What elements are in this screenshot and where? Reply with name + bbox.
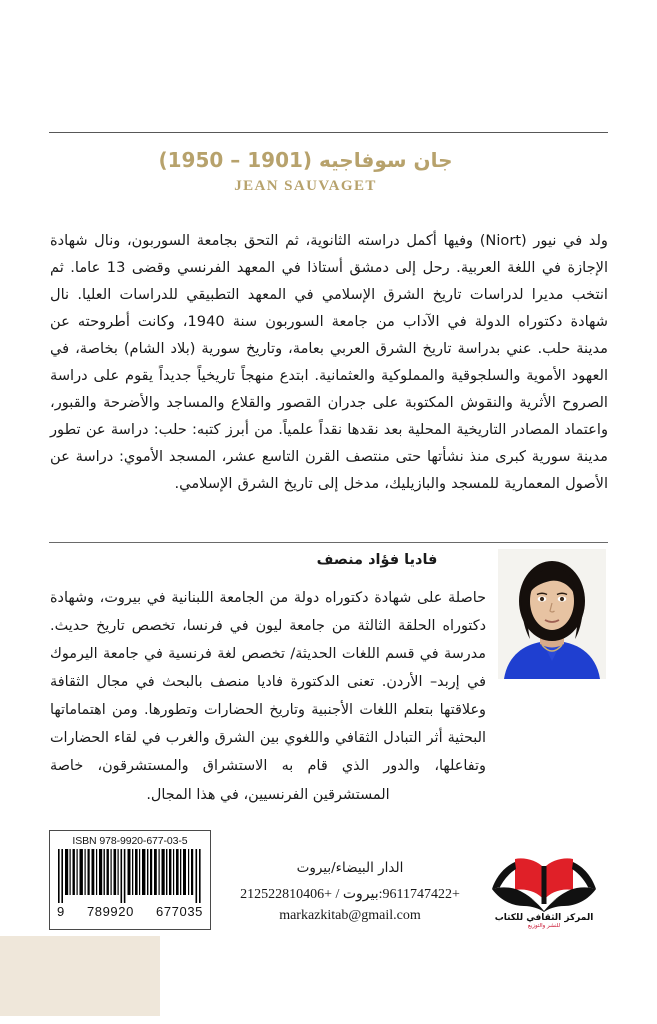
- subject-biography-text: ولد في نيور (Niort) وفيها أكمل دراسته الثانوية، ثم التحق بجامعة السوربون، ونال شهادة الإجازة في اللغة العربية. رحل إلى دمشق أستاذا في المعهد الفرنسي وقضى 13 عاما. ثم انتخب مديرا لدراسات تاريخ الشرق الإسلامي في المعهد التطبيقي للدراسات العليا. نال شهادة دكتوراه الدولة في الآداب من جامعة السوربون سنة 1940، وكانت أطروحته عن مدينة حلب. عني بدراسة تاريخ الشرق العربي بعامة، وتاريخ سورية (بلاد الشام) بخاصة، في العهود الأموية والسلجوقية والمملوكية والعثمانية. ابتدع منهجاً تاريخياً جديداً يقوم على دراسة الصروح الأثرية والنقوش المكتوبة على جدران القصور والقلاع والمساجد والأضرحة والقبور، واعتماد المصادر التاريخية المحلية بعد نقدها نقداً علمياً. من أبرز كتبه: حلب: دراسة عن تطور مدينة سورية كبرى منذ نشأتها حتى منتصف القرن التاسع عشر، المسجد الأموي: دراسة عن الأصول المعمارية للمسجد والبازيليك، مدخل إلى تاريخ الشرق الإسلامي.: [50, 232, 609, 492]
- publisher-logo: [488, 856, 600, 940]
- publisher-location: الدار البيضاء/بيروت: [296, 860, 404, 876]
- author-name: فاديا فؤاد منصف: [316, 552, 438, 568]
- section-divider-rule: [49, 542, 608, 543]
- publisher-email[interactable]: markazkitab@gmail.com: [279, 907, 421, 923]
- subject-title-latin: JEAN SAUVAGET: [234, 178, 377, 194]
- publisher-logo-name: المركز الثقافي للكتاب: [494, 913, 594, 923]
- isbn-barcode: [49, 830, 211, 930]
- corner-color-block: [0, 936, 160, 1016]
- author-biography-text: حاصلة على شهادة دكتوراه دولة من الجامعة اللبنانية في بيروت، وشهادة دكتوراه الحلقة الثالثة من جامعة ليون في فرنسا، تخصص تاريخ حديث. مدرسة في قسم اللغات الحديثة/ تخصص لغة فرنسية في جامعة اليرموك في إربد– الأردن. تعنى الدكتورة فاديا منصف بالبحث في مجال الثقافة وعلاقتها بتعلم اللغات الأجنبية وتاريخ الحضارات وتطورها. ومن اهتماماتها البحثية أثر التبادل الثقافي واللغوي بين الشرق والغرب في لقاء الحضارات وتفاعلها، والدور الذي قام به الاستشراق والمستشرقون، خاصة المستشرقين الفرنسيين، في هذا المجال.: [50, 590, 486, 803]
- publisher-contact-block: [225, 858, 475, 926]
- isbn-label: ISBN 978-9920-677-03-5: [72, 835, 188, 847]
- top-divider-rule: [49, 132, 608, 133]
- subject-title-arabic: جان سوفاجيه (1901 – 1950): [158, 148, 453, 172]
- barcode-bars: [55, 849, 205, 903]
- barcode-digit-left: 9: [57, 904, 65, 919]
- author-portrait-photo: [498, 549, 606, 679]
- publisher-phones: +9611747422:بيروت / +212522810406: [240, 886, 460, 902]
- publisher-logo-subtitle: للنشر والتوزيع: [527, 923, 561, 929]
- barcode-digit-group-1: 789920: [86, 904, 134, 919]
- subject-title-block: [49, 148, 608, 195]
- barcode-digits: [55, 904, 205, 919]
- open-book-icon: [488, 856, 600, 914]
- barcode-digit-group-2: 677035: [156, 904, 203, 919]
